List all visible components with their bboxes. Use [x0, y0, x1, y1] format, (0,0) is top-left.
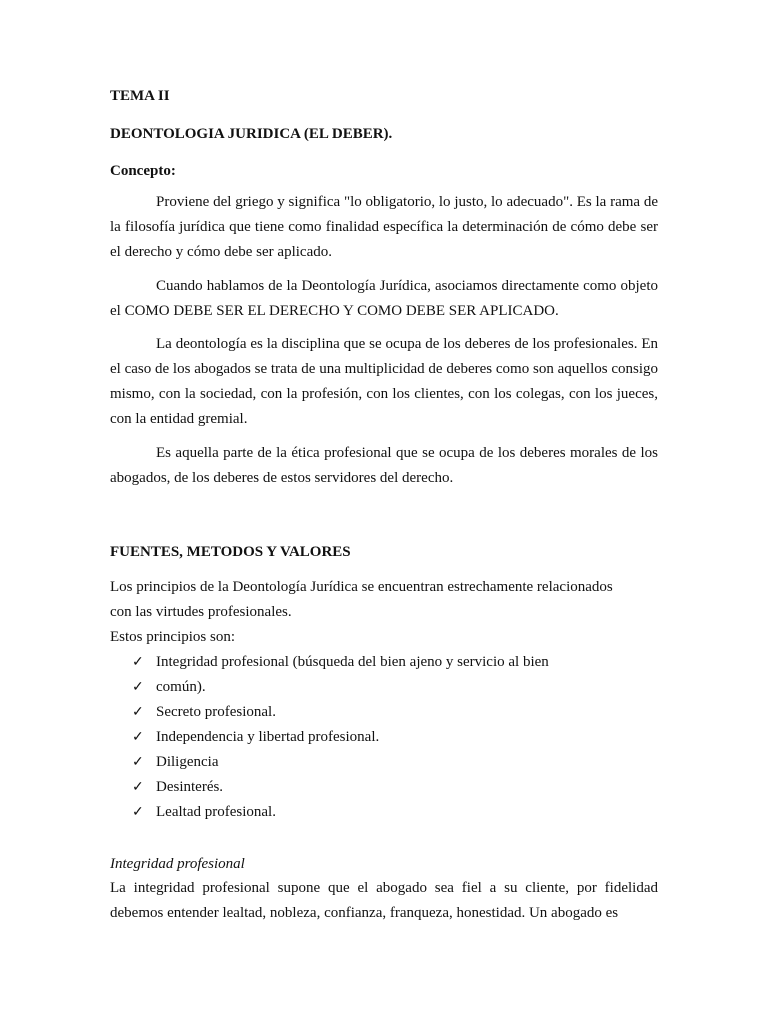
- paragraph-integridad: La integridad profesional supone que el abogado sea fiel a su cliente, por fidelidad debemos entender lealtad, nobleza, confianza, franqueza, honestidad. Un abogado es: [110, 880, 658, 921]
- intro-line-2: con las virtudes profesionales.: [110, 604, 292, 620]
- checkmark-icon: ✓: [132, 805, 144, 820]
- intro-line-1: Los principios de la Deontología Jurídica se encuentran estrechamente relacionados: [110, 579, 613, 595]
- document-title: DEONTOLOGIA JURIDICA (EL DEBER).: [110, 126, 393, 142]
- list-item: ✓ Desinterés.: [132, 775, 549, 800]
- paragraph-origen: Proviene del griego y significa "lo obligatorio, lo justo, lo adecuado". Es la rama de la filosofía jurídica que tiene como finalidad específica la determinación de cómo debe ser el derecho y cómo debe ser aplicado.: [110, 194, 658, 260]
- checkmark-icon: ✓: [132, 680, 144, 695]
- principles-list: [132, 650, 549, 825]
- list-item: ✓ Integridad profesional (búsqueda del bien ajeno y servicio al bien: [132, 650, 549, 675]
- intro-line-3: Estos principios son:: [110, 629, 236, 645]
- checkmark-icon: ✓: [132, 655, 144, 670]
- paragraph-etica: Es aquella parte de la ética profesional que se ocupa de los deberes morales de los abogados, de los deberes de estos servidores del derecho.: [110, 445, 658, 486]
- section-heading-fuentes: FUENTES, METODOS Y VALORES: [110, 544, 351, 560]
- list-item: ✓ Diligencia: [132, 750, 549, 775]
- paragraph-objeto: Cuando hablamos de la Deontología Jurídica, asociamos directamente como objeto el COMO DEBE SER EL DERECHO Y COMO DEBE SER APLICADO.: [110, 278, 658, 319]
- checkmark-icon: ✓: [132, 755, 144, 770]
- checkmark-icon: ✓: [132, 705, 144, 720]
- checkmark-icon: ✓: [132, 730, 144, 745]
- list-item: ✓ Independencia y libertad profesional.: [132, 725, 549, 750]
- list-item: ✓ común).: [132, 675, 549, 700]
- list-item: ✓ Secreto profesional.: [132, 700, 549, 725]
- concepto-label: Concepto:: [110, 163, 176, 179]
- topic-number: TEMA II: [110, 88, 170, 104]
- subheading-integridad: Integridad profesional: [110, 856, 245, 872]
- list-item: ✓ Lealtad profesional.: [132, 800, 549, 825]
- paragraph-disciplina: La deontología es la disciplina que se ocupa de los deberes de los profesionales. En el caso de los abogados se trata de una multiplicidad de deberes como son aquellos consigo mismo, con la sociedad, con la profesión, con los clientes, con los colegas, con los jueces, con la entidad gremial.: [110, 336, 658, 427]
- checkmark-icon: ✓: [132, 780, 144, 795]
